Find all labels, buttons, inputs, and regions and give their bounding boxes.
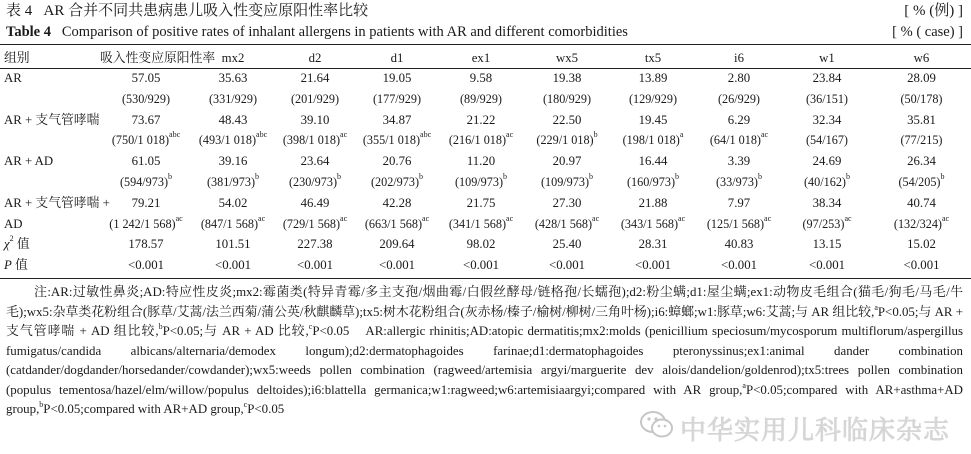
rate-cell	[872, 255, 971, 276]
cell-value: (343/1 568)	[620, 216, 679, 231]
cell-value: 101.51	[215, 237, 251, 252]
rate-cell	[356, 193, 438, 214]
cell-value: 79.21	[131, 195, 161, 210]
cell-value: 61.05	[131, 154, 161, 169]
count-cell	[610, 172, 696, 193]
cell-value: (40/162)	[804, 174, 846, 189]
group-label: 值	[13, 237, 30, 252]
count-cell	[100, 89, 192, 110]
rate-cell	[356, 151, 438, 172]
count-cell	[524, 172, 610, 193]
cell-value: (493/1 018)	[198, 133, 257, 148]
count-cell	[872, 130, 971, 151]
rate-cell	[438, 234, 524, 255]
cell-value: 13.15	[812, 237, 842, 252]
significance-sup: ac	[175, 213, 183, 223]
note-en-sup-b: b	[39, 400, 44, 409]
cell-value: 21.75	[466, 195, 496, 210]
cell-value: <0.001	[634, 258, 671, 273]
count-cell	[192, 89, 274, 110]
cell-value: 40.83	[724, 237, 754, 252]
cell-value: 13.89	[638, 71, 668, 85]
group-cell	[0, 151, 100, 172]
cell-value: (355/1 018)	[362, 133, 421, 148]
cell-value: <0.001	[903, 258, 940, 273]
rate-cell	[782, 255, 872, 276]
cell-value: (1 242/1 568)	[109, 216, 176, 231]
count-cell	[274, 130, 356, 151]
group-cell	[0, 255, 100, 276]
cell-value: (89/929)	[460, 91, 502, 106]
count-cell	[274, 214, 356, 235]
table-row	[0, 255, 971, 276]
cell-value: 23.84	[812, 71, 842, 85]
table-row	[0, 68, 971, 89]
cell-value: 38.34	[812, 195, 842, 210]
count-cell	[100, 130, 192, 151]
significance-sup: b	[503, 171, 508, 181]
cell-value: 21.88	[638, 195, 668, 210]
cell-value: (428/1 568)	[534, 216, 593, 231]
count-cell	[782, 214, 872, 235]
rate-cell	[872, 68, 971, 89]
column-header: i6	[734, 51, 744, 65]
note-en-part2: P<0.05;compared with AR+asthma+AD group,	[6, 382, 963, 416]
cell-value: (180/929)	[542, 91, 592, 106]
cell-value: 21.22	[466, 112, 496, 127]
table-unit-cn: [ % (例) ]	[904, 3, 963, 19]
group-cell	[0, 130, 100, 151]
cell-value: <0.001	[720, 258, 757, 273]
table-row-counts	[0, 172, 971, 193]
rate-cell	[438, 110, 524, 131]
allergen-table	[0, 48, 971, 276]
cell-value: 28.09	[907, 71, 936, 85]
table-row	[0, 151, 971, 172]
rate-cell	[696, 151, 782, 172]
column-header: 组别	[4, 51, 30, 65]
table-bottom-rule	[0, 278, 971, 279]
cell-value: 19.38	[552, 71, 582, 85]
column-header: d1	[390, 51, 404, 65]
significance-sup: ac	[844, 213, 852, 223]
cell-value: (177/929)	[372, 91, 422, 106]
count-cell	[100, 214, 192, 235]
cell-value: (230/973)	[288, 174, 338, 189]
significance-sup: b	[675, 171, 680, 181]
rate-cell	[356, 110, 438, 131]
rate-cell	[524, 255, 610, 276]
note-sup-b: b	[158, 322, 163, 331]
column-header: tx5	[644, 51, 662, 65]
count-cell	[696, 89, 782, 110]
cell-value: 6.29	[727, 112, 751, 127]
significance-sup: ac	[506, 213, 514, 223]
group-cell	[0, 234, 100, 255]
cell-value: (381/973)	[206, 174, 256, 189]
rate-cell	[274, 68, 356, 89]
cell-value: <0.001	[127, 258, 164, 273]
cell-value: <0.001	[296, 258, 333, 273]
count-cell	[438, 130, 524, 151]
cell-value: <0.001	[214, 258, 251, 273]
significance-sup: b	[337, 171, 342, 181]
significance-sup: a	[679, 130, 684, 140]
count-cell	[438, 172, 524, 193]
rate-cell	[524, 110, 610, 131]
count-cell	[192, 130, 274, 151]
cell-value: (132/324)	[893, 216, 942, 231]
count-cell	[782, 172, 872, 193]
rate-cell	[438, 68, 524, 89]
significance-sup: ac	[422, 213, 430, 223]
rate-cell	[696, 234, 782, 255]
count-cell	[192, 214, 274, 235]
cell-value: (847/1 568)	[200, 216, 259, 231]
column-header: mx2	[221, 51, 245, 65]
cell-value: (198/1 018)	[622, 133, 680, 148]
cell-value: 227.38	[297, 237, 333, 252]
cell-value: (398/1 018)	[282, 133, 341, 148]
table-top-rule	[0, 44, 971, 45]
cell-value: 209.64	[379, 237, 415, 252]
cell-value: (77/215)	[900, 133, 943, 148]
significance-sup: b	[168, 171, 173, 181]
group-cell	[0, 172, 100, 193]
count-cell	[872, 89, 971, 110]
cell-value: 32.34	[812, 112, 842, 127]
cell-value: 27.30	[552, 195, 582, 210]
cell-value: (109/973)	[540, 174, 590, 189]
rate-cell	[356, 234, 438, 255]
rate-cell	[100, 68, 192, 89]
significance-sup: b	[589, 171, 594, 181]
rate-cell	[610, 234, 696, 255]
rate-cell	[872, 193, 971, 214]
count-cell	[872, 214, 971, 235]
cell-value: <0.001	[808, 258, 845, 273]
group-cell	[0, 68, 100, 89]
rate-cell	[610, 255, 696, 276]
cell-value: (331/929)	[208, 91, 258, 106]
cell-value: 73.67	[131, 112, 161, 127]
cell-value: (729/1 568)	[282, 216, 341, 231]
note-cn-part2: P<0.05;与 AR + 支气管哮喘 + AD 组比较,	[6, 304, 964, 338]
cell-value: 11.20	[466, 154, 496, 169]
cell-value: 19.05	[382, 71, 412, 85]
significance-sup: abc	[169, 130, 181, 140]
rate-cell	[274, 234, 356, 255]
table-row	[0, 234, 971, 255]
cell-value: 16.44	[638, 154, 668, 169]
count-cell	[696, 172, 782, 193]
cell-value: (663/1 568)	[364, 216, 423, 231]
cell-value: 7.97	[727, 195, 751, 210]
column-header: w6	[913, 51, 930, 65]
count-cell	[274, 172, 356, 193]
cell-value: 20.76	[382, 154, 412, 169]
rate-cell	[100, 255, 192, 276]
column-header: 吸入性变应原阳性率	[100, 51, 216, 65]
table-label-en: Table 4	[6, 24, 51, 40]
significance-sup: ac	[340, 213, 348, 223]
rate-cell	[274, 255, 356, 276]
significance-sup: b	[940, 171, 945, 181]
group-label: AR	[4, 71, 22, 85]
rate-cell	[100, 110, 192, 131]
cell-value: 42.28	[382, 195, 412, 210]
table-label-cn: 表 4	[6, 3, 33, 19]
cell-value: 3.39	[727, 154, 751, 169]
rate-cell	[782, 68, 872, 89]
group-symbol: χ	[4, 237, 10, 252]
group-cell	[0, 214, 100, 235]
cell-value: (530/929)	[121, 91, 171, 106]
cell-value: (202/973)	[370, 174, 420, 189]
significance-sup: ac	[678, 213, 686, 223]
cell-value: 28.31	[638, 237, 668, 252]
cell-value: 22.50	[552, 112, 582, 127]
rate-cell	[438, 193, 524, 214]
rate-cell	[192, 193, 274, 214]
count-cell	[610, 130, 696, 151]
column-header: wx5	[555, 51, 579, 65]
group-label: AR + AD	[4, 154, 54, 169]
count-cell	[872, 172, 971, 193]
note-cn-part3: P<0.05;与 AR + AD 比较,	[162, 324, 309, 338]
cell-value: 19.45	[638, 112, 668, 127]
rate-cell	[872, 151, 971, 172]
rate-cell	[610, 151, 696, 172]
rate-cell	[192, 110, 274, 131]
rate-cell	[696, 68, 782, 89]
rate-cell	[524, 68, 610, 89]
table-header-row	[0, 48, 971, 68]
table-unit-en: [ % ( case) ]	[892, 24, 963, 40]
significance-sup: b	[419, 171, 424, 181]
group-symbol: P	[4, 258, 12, 273]
rate-cell	[872, 110, 971, 131]
cell-value: (97/253)	[802, 216, 845, 231]
table-row	[0, 110, 971, 131]
rate-cell	[100, 193, 192, 214]
count-cell	[356, 214, 438, 235]
cell-value: (54/167)	[806, 133, 848, 148]
note-en-part4: P<0.05	[247, 402, 285, 416]
cell-value: <0.001	[548, 258, 585, 273]
cell-value: (160/973)	[626, 174, 676, 189]
cell-value: 15.02	[907, 237, 936, 252]
rate-cell	[438, 255, 524, 276]
significance-sup: ac	[592, 213, 600, 223]
rate-cell	[438, 151, 524, 172]
group-label: AD	[4, 216, 23, 231]
count-cell	[782, 130, 872, 151]
count-cell	[696, 130, 782, 151]
cell-value: 2.80	[727, 71, 751, 85]
count-cell	[274, 89, 356, 110]
table-row-counts	[0, 130, 971, 151]
cell-value: 178.57	[128, 237, 164, 252]
count-cell	[610, 214, 696, 235]
cell-value: <0.001	[462, 258, 499, 273]
cell-value: 25.40	[552, 237, 582, 252]
cell-value: (109/973)	[454, 174, 504, 189]
table-caption-en: Comparison of positive rates of inhalant allergens in patients with AR and different comorbidities	[61, 24, 628, 40]
count-cell	[192, 172, 274, 193]
significance-sup: ac	[941, 213, 950, 223]
note-en-sup-c: c	[243, 400, 248, 409]
wechat-logo-icon	[640, 410, 674, 440]
rate-cell	[274, 193, 356, 214]
cell-value: (201/929)	[290, 91, 340, 106]
rate-cell	[192, 255, 274, 276]
rate-cell	[356, 68, 438, 89]
rate-cell	[356, 255, 438, 276]
group-label: AR + 支气管哮喘	[4, 112, 100, 127]
cell-value: 54.02	[218, 195, 248, 210]
watermark-text: 中华实用儿科临床杂志	[680, 416, 951, 446]
table-caption-cn: AR 合并不同共患病患儿吸入性变应原阳性率比较	[43, 3, 369, 19]
rate-cell	[192, 68, 274, 89]
cell-value: 35.81	[907, 112, 936, 127]
table-title-cn	[6, 1, 963, 21]
significance-sup: b	[845, 171, 850, 181]
rate-cell	[782, 234, 872, 255]
significance-sup: b	[593, 130, 598, 140]
count-cell	[438, 89, 524, 110]
cell-value: 48.43	[218, 112, 248, 127]
group-label: AR + 支气管哮喘 +	[4, 195, 110, 210]
significance-sup: abc	[256, 130, 268, 140]
count-cell	[356, 89, 438, 110]
note-cn-part4: P<0.05	[312, 324, 350, 338]
rate-cell	[782, 151, 872, 172]
rate-cell	[872, 234, 971, 255]
note-cn-part1: 注:AR:过敏性鼻炎;AD:特应性皮炎;mx2:霉菌类(特异青霉/多主支孢/烟曲霉/白假丝酵母/链格孢/长蠕孢);d2:粉尘螨;d1:屋尘螨;ex1:动物皮毛组合(猫毛/狗毛/马毛/牛毛);wx5:杂草类花粉组合(豚草/艾蒿/法兰西菊/蒲公英/秋麒麟草);tx5:树木花粉组合(灰赤杨/榛子/榆树/柳树/三角叶杨);i6:蟑螂;w1:豚草;w6:艾蒿;与 AR 组比较,	[6, 285, 963, 319]
significance-sup: ac	[761, 130, 769, 140]
rate-cell	[782, 110, 872, 131]
rate-cell	[524, 193, 610, 214]
cell-value: 24.69	[812, 154, 842, 169]
table-title-en	[6, 22, 963, 42]
cell-value: (229/1 018)	[536, 133, 594, 148]
cell-value: (750/1 018)	[111, 133, 170, 148]
rate-cell	[100, 234, 192, 255]
group-symbol-sup: 2	[9, 234, 14, 244]
rate-cell	[782, 193, 872, 214]
cell-value: (33/973)	[716, 174, 758, 189]
cell-value: (216/1 018)	[448, 133, 507, 148]
note-en-part3: P<0.05;compared with AR+AD group,	[43, 402, 244, 416]
note-sup-a: a	[874, 302, 878, 312]
cell-value: 26.34	[907, 154, 936, 169]
significance-sup: b	[255, 171, 260, 181]
group-label: 值	[11, 258, 28, 273]
significance-sup: ac	[506, 130, 514, 140]
cell-value: 20.97	[552, 154, 582, 169]
rate-cell	[100, 151, 192, 172]
rate-cell	[696, 110, 782, 131]
significance-sup: abc	[420, 130, 432, 140]
cell-value: 23.64	[300, 154, 330, 169]
rate-cell	[192, 234, 274, 255]
rate-cell	[610, 110, 696, 131]
rate-cell	[274, 110, 356, 131]
rate-cell	[696, 193, 782, 214]
note-en-sup-a: a	[742, 380, 746, 390]
note-sup-c: c	[308, 322, 313, 331]
cell-value: 40.74	[907, 195, 936, 210]
column-header: ex1	[471, 51, 491, 65]
count-cell	[696, 214, 782, 235]
cell-value: 21.64	[300, 71, 330, 85]
significance-sup: ac	[764, 213, 772, 223]
cell-value: (341/1 568)	[448, 216, 507, 231]
count-cell	[524, 89, 610, 110]
table-row	[0, 193, 971, 214]
significance-sup: b	[757, 171, 762, 181]
rate-cell	[524, 151, 610, 172]
note-en-part1: AR:allergic rhinitis;AD:atopic dermatitis;mx2:molds (penicillium speciosum/mycosporum multiflorum/aspergillus fumigatus/candida albicans/alternaria/demodex longum);d2:dermatophagoides farinae;d1:dermatophagoides pteronyssinus;ex1:animal dander combination (catdander/dogdander/horsedander/cowdander);wx5:weeds pollen combination (ragweed/artemisia argyi/marguerite dev alois/dandelion/goldenrod);tx5:trees pollen combination (populus tementosa/hazel/elm/willow/populus deltoides);i6:blattella germanica;w1:ragweed;w6:artemisiaargyi;compared with AR group,	[6, 324, 964, 397]
count-cell	[356, 130, 438, 151]
rate-cell	[610, 68, 696, 89]
cell-value: (129/929)	[628, 91, 678, 106]
cell-value: 39.10	[300, 112, 330, 127]
cell-value: 34.87	[382, 112, 412, 127]
cell-value: 98.02	[466, 237, 496, 252]
table-footnote	[6, 283, 963, 420]
cell-value: <0.001	[378, 258, 415, 273]
count-cell	[782, 89, 872, 110]
cell-value: 35.63	[218, 71, 248, 85]
rate-cell	[274, 151, 356, 172]
watermark	[640, 408, 960, 448]
count-cell	[610, 89, 696, 110]
count-cell	[524, 130, 610, 151]
cell-value: (36/151)	[806, 91, 848, 106]
group-cell	[0, 193, 110, 214]
table-row-counts	[0, 89, 971, 110]
cell-value: (26/929)	[718, 91, 760, 106]
count-cell	[100, 172, 192, 193]
column-header: d2	[308, 51, 322, 65]
rate-cell	[192, 151, 274, 172]
cell-value: (50/178)	[900, 91, 943, 106]
significance-sup: ac	[340, 130, 348, 140]
cell-value: 46.49	[300, 195, 330, 210]
cell-value: (64/1 018)	[709, 133, 761, 148]
rate-cell	[524, 234, 610, 255]
column-header: w1	[819, 51, 835, 65]
count-cell	[438, 214, 524, 235]
cell-value: 57.05	[131, 71, 161, 85]
count-cell	[356, 172, 438, 193]
cell-value: (594/973)	[119, 174, 169, 189]
table-row-counts	[0, 214, 971, 235]
rate-cell	[696, 255, 782, 276]
cell-value: (54/205)	[898, 174, 941, 189]
cell-value: 9.58	[469, 71, 493, 85]
count-cell	[524, 214, 610, 235]
group-cell	[0, 89, 100, 110]
rate-cell	[610, 193, 696, 214]
group-cell	[0, 110, 100, 131]
cell-value: (125/1 568)	[706, 216, 765, 231]
cell-value: 39.16	[218, 154, 248, 169]
significance-sup: ac	[258, 213, 266, 223]
